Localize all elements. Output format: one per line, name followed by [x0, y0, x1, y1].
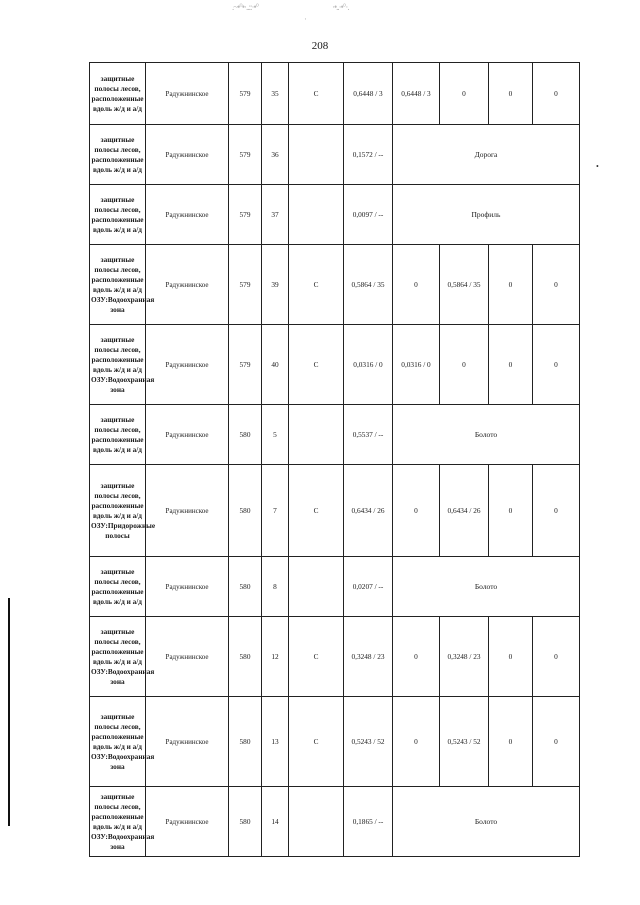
plot-cell: 5: [262, 405, 289, 465]
table-row: [90, 185, 580, 245]
land-type-cell: Болото: [393, 557, 580, 617]
category-cell: защитные полосы лесов, расположенные вдоль ж/д и а/д ОЗУ:Водоохранная зона: [90, 697, 146, 787]
value-cell: 0,3248 / 23: [440, 617, 489, 697]
forestry-cell: Радужнинское: [146, 557, 229, 617]
plot-cell: 37: [262, 185, 289, 245]
mark-cell: [289, 405, 344, 465]
value-cell: 0,5864 / 35: [440, 245, 489, 325]
value-cell: 0: [533, 325, 580, 405]
table-row: [90, 125, 580, 185]
plot-cell: 14: [262, 787, 289, 857]
category-cell: защитные полосы лесов, расположенные вдоль ж/д и а/д: [90, 405, 146, 465]
forestry-cell: Радужнинское: [146, 697, 229, 787]
value-cell: 0: [533, 465, 580, 557]
forestry-cell: Радужнинское: [146, 245, 229, 325]
area-cell: 0,5243 / 52: [344, 697, 393, 787]
area-cell: 0,3248 / 23: [344, 617, 393, 697]
value-cell: 0: [533, 617, 580, 697]
mark-cell: С: [289, 617, 344, 697]
mark-cell: С: [289, 245, 344, 325]
scan-artifact: .~•°•·..::·•°: [232, 2, 259, 12]
value-cell: 0: [489, 617, 533, 697]
quarter-cell: 579: [229, 185, 262, 245]
quarter-cell: 579: [229, 125, 262, 185]
quarter-cell: 579: [229, 245, 262, 325]
page-number: 208: [311, 40, 329, 52]
plot-cell: 36: [262, 125, 289, 185]
land-type-cell: Болото: [393, 787, 580, 857]
quarter-cell: 580: [229, 557, 262, 617]
category-cell: защитные полосы лесов, расположенные вдоль ж/д и а/д ОЗУ:Водоохранная зона: [90, 617, 146, 697]
table-row: [90, 697, 580, 787]
table-row: [90, 787, 580, 857]
forestry-cell: Радужнинское: [146, 185, 229, 245]
land-type-cell: Дорога: [393, 125, 580, 185]
quarter-cell: 580: [229, 405, 262, 465]
quarter-cell: 580: [229, 617, 262, 697]
scan-artifact: •: [596, 162, 599, 171]
category-cell: защитные полосы лесов, расположенные вдоль ж/д и а/д ОЗУ:Водоохранная зона: [90, 325, 146, 405]
value-cell: 0,6448 / 3: [393, 63, 440, 125]
plot-cell: 12: [262, 617, 289, 697]
category-cell: защитные полосы лесов, расположенные вдоль ж/д и а/д ОЗУ:Придорожные полосы: [90, 465, 146, 557]
binding-edge: [8, 598, 10, 826]
category-cell: защитные полосы лесов, расположенные вдоль ж/д и а/д: [90, 125, 146, 185]
forestry-cell: Радужнинское: [146, 325, 229, 405]
area-cell: 0,5537 / --: [344, 405, 393, 465]
value-cell: 0: [393, 465, 440, 557]
value-cell: 0: [440, 63, 489, 125]
plot-cell: 8: [262, 557, 289, 617]
area-cell: 0,1865 / --: [344, 787, 393, 857]
value-cell: 0,6434 / 26: [440, 465, 489, 557]
forestry-cell: Радужнинское: [146, 465, 229, 557]
table-row: [90, 557, 580, 617]
quarter-cell: 580: [229, 697, 262, 787]
table-row: [90, 63, 580, 125]
category-cell: защитные полосы лесов, расположенные вдоль ж/д и а/д: [90, 557, 146, 617]
mark-cell: [289, 787, 344, 857]
land-type-cell: Болото: [393, 405, 580, 465]
value-cell: 0: [533, 245, 580, 325]
category-cell: защитные полосы лесов, расположенные вдоль ж/д и а/д ОЗУ:Водоохранная зона: [90, 787, 146, 857]
area-cell: 0,0316 / 0: [344, 325, 393, 405]
plot-cell: 40: [262, 325, 289, 405]
scan-artifact: ·•..·•°·.: [332, 2, 349, 12]
forest-plots-table: [89, 62, 580, 857]
table-row: [90, 617, 580, 697]
mark-cell: С: [289, 697, 344, 787]
value-cell: 0: [393, 617, 440, 697]
mark-cell: С: [289, 325, 344, 405]
scan-artifact: ·: [304, 14, 306, 24]
table-row: [90, 405, 580, 465]
mark-cell: С: [289, 465, 344, 557]
value-cell: 0: [489, 63, 533, 125]
area-cell: 0,6448 / 3: [344, 63, 393, 125]
mark-cell: [289, 557, 344, 617]
area-cell: 0,6434 / 26: [344, 465, 393, 557]
plot-cell: 13: [262, 697, 289, 787]
value-cell: 0: [489, 245, 533, 325]
value-cell: 0: [489, 697, 533, 787]
quarter-cell: 580: [229, 465, 262, 557]
area-cell: 0,0207 / --: [344, 557, 393, 617]
category-cell: защитные полосы лесов, расположенные вдоль ж/д и а/д: [90, 185, 146, 245]
area-cell: 0,1572 / --: [344, 125, 393, 185]
mark-cell: С: [289, 63, 344, 125]
plot-cell: 39: [262, 245, 289, 325]
quarter-cell: 579: [229, 63, 262, 125]
forestry-cell: Радужнинское: [146, 617, 229, 697]
land-type-cell: Профиль: [393, 185, 580, 245]
value-cell: 0,0316 / 0: [393, 325, 440, 405]
value-cell: 0: [489, 465, 533, 557]
category-cell: защитные полосы лесов, расположенные вдоль ж/д и а/д: [90, 63, 146, 125]
value-cell: 0: [533, 697, 580, 787]
mark-cell: [289, 185, 344, 245]
value-cell: 0: [440, 325, 489, 405]
forestry-cell: Радужнинское: [146, 405, 229, 465]
mark-cell: [289, 125, 344, 185]
value-cell: 0: [533, 63, 580, 125]
table-row: [90, 465, 580, 557]
table-row: [90, 245, 580, 325]
forestry-cell: Радужнинское: [146, 125, 229, 185]
category-cell: защитные полосы лесов, расположенные вдоль ж/д и а/д ОЗУ:Водоохранная зона: [90, 245, 146, 325]
quarter-cell: 580: [229, 787, 262, 857]
plot-cell: 7: [262, 465, 289, 557]
value-cell: 0: [489, 325, 533, 405]
forestry-cell: Радужнинское: [146, 63, 229, 125]
value-cell: 0,5243 / 52: [440, 697, 489, 787]
area-cell: 0,5864 / 35: [344, 245, 393, 325]
table-row: [90, 325, 580, 405]
value-cell: 0: [393, 697, 440, 787]
forestry-cell: Радужнинское: [146, 787, 229, 857]
quarter-cell: 579: [229, 325, 262, 405]
plot-cell: 35: [262, 63, 289, 125]
table-body: [90, 63, 580, 857]
area-cell: 0,0097 / --: [344, 185, 393, 245]
value-cell: 0: [393, 245, 440, 325]
